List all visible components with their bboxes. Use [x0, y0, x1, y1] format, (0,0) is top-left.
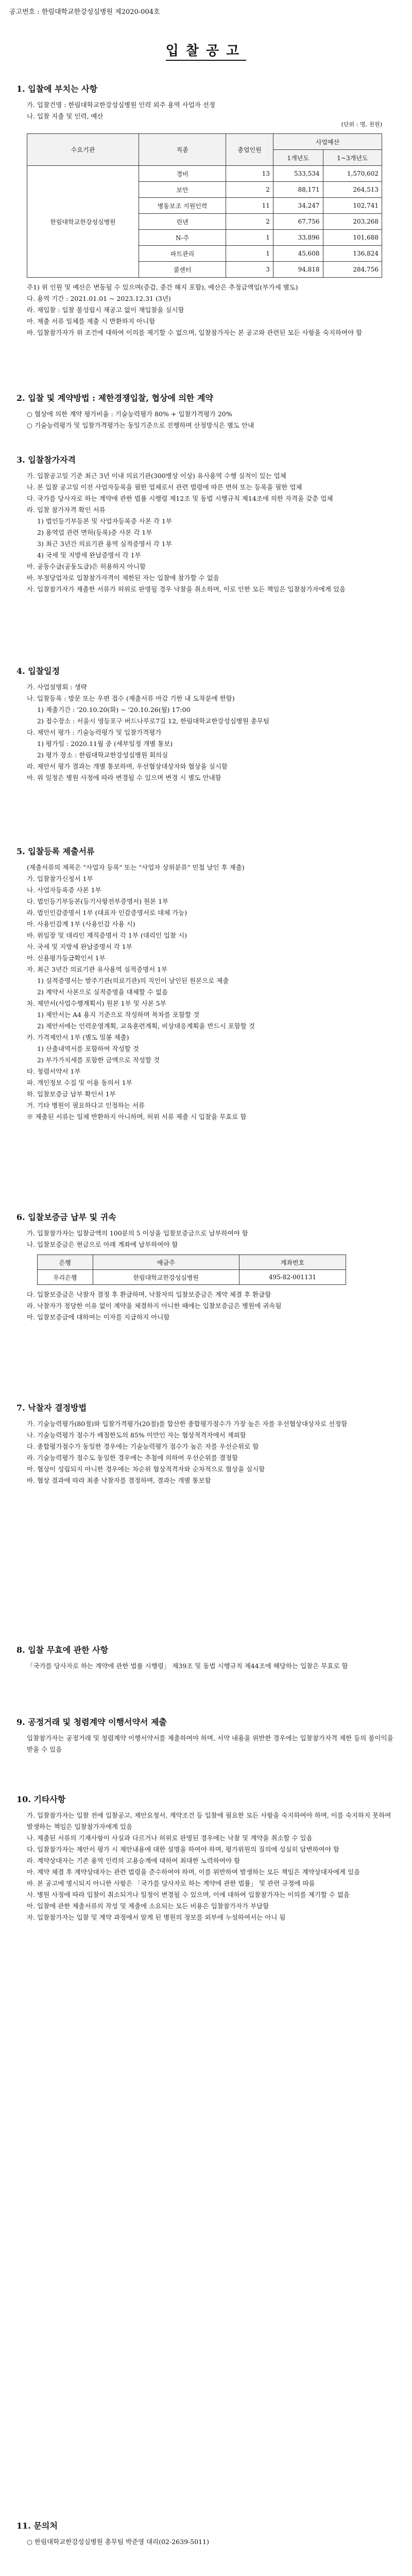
note-line: 주1) 위 인원 및 예산은 변동될 수 있으며(증감, 중간 해지 포함), 예산은 추정금액임(부가세 별도): [27, 283, 298, 291]
body-line: 파. 개인정보 수집 및 이용 동의서 1부: [27, 1079, 132, 1087]
cell-y1: 533,534: [273, 166, 323, 182]
section-title: 6. 입찰보증금 납부 및 귀속: [16, 1212, 116, 1222]
body-line: 라. 기술능력평가 점수도 동일한 경우에는 추첨에 의하여 우선순위를 결정함: [27, 1454, 238, 1462]
body-line: 나. 입찰보증금은 현금으로 아래 계좌에 납부하여야 함: [27, 1241, 178, 1248]
th-type: 직종: [139, 134, 226, 166]
cell-type: N-주: [139, 230, 226, 246]
section-title: 11. 문의처: [16, 2521, 58, 2531]
body-line: 가. 입찰참가자는 입찰금액의 100분의 5 이상을 입찰보증금으로 납부하여야 함: [27, 1229, 248, 1237]
body-line: 라. 입찰 참가자격 확인 서류: [27, 506, 106, 514]
body-line: 가. 입찰공고일 기준 최근 3년 이내 의료기관(300병상 이상) 유사용역 수행 실적이 있는 업체: [27, 472, 286, 480]
body-line: 나. 입찰등록 : 방문 또는 우편 접수 (제출서류 마감 기한 내 도착분에 한함): [27, 694, 235, 702]
cell-y1: 33,896: [273, 230, 323, 246]
section-title: 1. 입찰에 부치는 사항: [16, 84, 98, 94]
note-line: 라. 재입찰 : 입찰 불성립시 재공고 없이 재입찰을 실시함: [27, 306, 184, 314]
body-line: 바. 부정당업자로 입찰참가자격이 제한된 자는 입찰에 참가할 수 없음: [27, 574, 219, 582]
body-line: 나. 본 입찰 공고일 이전 사업자등록을 필한 업체로서 관련 법령에 따른 면허 또는 등록을 필한 업체: [27, 483, 302, 491]
body-line: 2) 부가가치세를 포함한 금액으로 작성할 것: [37, 1056, 160, 1064]
section-title: 5. 입찰등록 제출서류: [16, 846, 95, 856]
body-line: 다. 법인등기부등본(등기사항전부증명서) 원본 1부: [27, 897, 169, 905]
body-line: 2) 계약서 사본으로 실적증명을 대체할 수 없음: [37, 988, 168, 996]
doc-number: 공고번호 : 한림대학교한강성심병원 제2020-004호: [9, 8, 160, 16]
section-title: 10. 기타사항: [16, 1794, 66, 1804]
body-line: 마. 협상이 성립되지 아니한 경우에는 차순위 협상적격자와 순차적으로 협상을 실시함: [27, 1465, 265, 1473]
body-line: 하. 입찰보증금 납부 확인서 1부: [27, 1090, 116, 1098]
cell-y2: 264,513: [323, 182, 382, 198]
section-5: [16, 845, 398, 1123]
cell-y1: 45,608: [273, 246, 323, 262]
page-title: [0, 40, 412, 59]
body-line: 바. 위임장 및 대리인 재직증명서 각 1부 (대리인 입찰 시): [27, 931, 187, 939]
body-line: 다. 국가를 당사자로 하는 계약에 관한 법률 시행령 제12조 및 동법 시행규칙 제14조에 의한 자격을 갖춘 업체: [27, 495, 333, 502]
cell-count: 2: [226, 182, 273, 198]
body-line: 마. 공동수급(공동도급)은 허용하지 아니함: [27, 563, 146, 570]
body-line: ○ 기술능력평가 및 입찰가격평가는 동일기준으로 진행하며 산정방식은 별도 안내: [27, 421, 254, 429]
section-1: [16, 82, 398, 338]
body-line: 다. 입찰참가자는 제안서 평가 시 제안내용에 대한 설명을 하여야 하며, 평가위원의 질의에 성실히 답변하여야 함: [27, 1845, 339, 1853]
body-line: 라. 계약상대자는 기존 용역 인력의 고용승계에 대하여 최대한 노력하여야 함: [27, 1857, 241, 1865]
note-line: 마. 제출 서류 일체를 제출 시 반환하지 아니함: [27, 317, 156, 325]
body-line: 마. 계약 체결 후 계약상대자는 관련 법령을 준수하여야 하며, 이를 위반하여 발생하는 모든 책임은 계약상대자에게 있음: [27, 1868, 360, 1876]
cell-count: 11: [226, 198, 273, 214]
body-line: 「국가를 당사자로 하는 계약에 관한 법률 시행령」 제39조 및 동법 시행규칙 제44조에 해당하는 입찰은 무효로 함: [27, 1662, 348, 1670]
body-line: 2) 제안서에는 인력운영계획, 교육훈련계획, 비상대응계획을 반드시 포함할 것: [37, 1022, 255, 1030]
th-owner: 예금주: [93, 1255, 239, 1270]
body-line: 라. 제안서 평가 결과는 개별 통보하며, 우선협상대상자와 협상을 실시함: [27, 762, 228, 770]
section-7: [16, 1401, 398, 1486]
note-line: 다. 용역 기간 : 2021.01.01 ~ 2023.12.31 (3년): [27, 295, 171, 302]
cell-count: 3: [226, 262, 273, 278]
body-line: 가. 입찰참가신청서 1부: [27, 875, 93, 883]
th-bank: 은행: [38, 1255, 93, 1270]
body-line: 자. 최근 3년간 의료기관 유사용역 실적증명서 1부: [27, 965, 168, 973]
body-line: 마. 사용인감계 1부 (사용인감 사용 시): [27, 920, 135, 928]
cell-type: 콜센터: [139, 262, 226, 278]
body-line: 나. 제출된 서류의 기재사항이 사실과 다르거나 허위로 판명된 경우에는 낙찰 및 계약을 취소할 수 있음: [27, 1834, 313, 1842]
cell-y2: 284,756: [323, 262, 382, 278]
body-line: 마. 위 일정은 병원 사정에 따라 변경될 수 있으며 변경 시 별도 안내함: [27, 774, 221, 782]
body-line: 사. 국세 및 지방세 완납증명서 각 1부: [27, 943, 132, 951]
body-line: 타. 청렴서약서 1부: [27, 1067, 81, 1075]
cell-type: 린넨: [139, 214, 226, 230]
body-line: 다. 제안서 평가 : 기술능력평가 및 입찰가격평가: [27, 728, 162, 736]
cell-type: 병동보조 지원인력: [139, 198, 226, 214]
body-line: 마. 입찰보증금에 대하여는 이자를 지급하지 아니함: [27, 1313, 170, 1321]
body-line: 라. 법인인감증명서 1부 (대표자 인감증명서로 대체 가능): [27, 909, 187, 917]
body-line: 1) 실적증명서는 발주기관(의료기관)의 직인이 날인된 원본으로 제출: [37, 977, 229, 985]
cell-y1: 94,818: [273, 262, 323, 278]
body-line: 가. 입찰참가자는 입찰 전에 입찰공고, 제안요청서, 계약조건 등 입찰에 필요한 모든 사항을 숙지하여야 하며, 이를 숙지하지 못하여 발생하는 책임은 입찰참가자에게 있음: [27, 1811, 391, 1831]
body-line: 다. 입찰보증금은 낙찰자 결정 후 환급하며, 낙찰자의 입찰보증금은 계약 체결 후 환급함: [27, 1291, 271, 1298]
body-line: 라. 낙찰자가 정당한 이유 없이 계약을 체결하지 아니한 때에는 입찰보증금은 병원에 귀속됨: [27, 1302, 282, 1310]
body-line: 아. 입찰에 관한 제출서류의 작성 및 제출에 소요되는 모든 비용은 입찰참가자가 부담함: [27, 1902, 269, 1910]
cell-count: 2: [226, 214, 273, 230]
cell-type: 파트관리: [139, 246, 226, 262]
th-budget: 사업예산: [273, 134, 382, 150]
cell-y2: 136,824: [323, 246, 382, 262]
body-line: 거. 기타 병원이 필요하다고 인정하는 서류: [27, 1101, 145, 1109]
note-line: 바. 입찰참가자가 위 조건에 대하여 이의를 제기할 수 없으며, 입찰참가자는 본 공고와 관련된 모든 사항을 숙지하여야 함: [27, 329, 363, 336]
body-line: ※ 제출된 서류는 일체 반환하지 아니하며, 허위 서류 제출 시 입찰을 무효로 함: [27, 1113, 247, 1121]
section-6: [16, 1211, 398, 1323]
cell-type: 경비: [139, 166, 226, 182]
th-year1: 1개년도: [273, 150, 323, 166]
budget-table: [27, 133, 382, 278]
cell-y1: 67,756: [273, 214, 323, 230]
cell-count: 1: [226, 230, 273, 246]
body-line: 4) 국세 및 지방세 완납증명서 각 1부: [37, 551, 141, 559]
section-1-item-a: 가. 입찰건명 : 한림대학교한강성심병원 인력 외주 용역 사업자 선정: [27, 101, 215, 109]
section-title: 8. 입찰 무효에 관한 사항: [16, 1645, 109, 1655]
body-line: 다. 종합평가점수가 동일한 경우에는 기술능력평가 점수가 높은 자를 우선순위로 함: [27, 1443, 259, 1450]
th-count: 총업인원: [226, 134, 273, 166]
body-line: (제출서류의 제목은 "사업자 등록" 또는 "사업자 상위분류" 민첩 날인 후 제출): [27, 863, 245, 871]
page-title-text: 입찰공고: [166, 43, 246, 61]
cell-y2: 101,688: [323, 230, 382, 246]
body-line: 2) 평가 장소 : 한림대학교한강성심병원 회의실: [37, 751, 168, 759]
body-line: 사. 병원 사정에 따라 입찰이 취소되거나 일정이 변경될 수 있으며, 이에 대하여 입찰참가자는 이의를 제기할 수 없음: [27, 1891, 350, 1899]
body-line: 사. 입찰참가자가 제출한 서류가 허위로 판명될 경우 낙찰을 취소하며, 이로 인한 모든 책임은 입찰참가자에게 있음: [27, 585, 346, 593]
body-line: 입찰참가자는 공정거래 및 청렴계약 이행서약서를 제출하여야 하며, 서약 내용을 위반한 경우에는 입찰참가자격 제한 등의 불이익을 받을 수 있음: [27, 1734, 393, 1753]
section-10: [16, 1793, 398, 1923]
cell-y2: 102,741: [323, 198, 382, 214]
cell-count: 13: [226, 166, 273, 182]
cell-y1: 34,247: [273, 198, 323, 214]
th-year3: 1~3개년도: [323, 150, 382, 166]
section-title: 3. 입찰참가자격: [16, 455, 76, 465]
section-4: [16, 665, 398, 784]
account-table: [37, 1255, 346, 1285]
body-line: 3) 최근 3년간 의료기관 용역 실적증명서 각 1부: [37, 540, 172, 548]
body-line: 1) 산출내역서를 포함하여 작성할 것: [37, 1045, 139, 1053]
section-11: [16, 2519, 398, 2548]
section-9: [16, 1716, 398, 1755]
table-row: [27, 166, 382, 182]
section-2: [16, 392, 398, 431]
body-line: 1) 제출기간 : '20.10.20(화) ~ '20.10.26(월) 17:00: [37, 706, 191, 714]
cell-place: 한림대학교한강성심병원: [27, 166, 139, 278]
cell-y1: 88,171: [273, 182, 323, 198]
section-8: [16, 1643, 398, 1672]
body-line: 가. 사업설명회 : 생략: [27, 683, 87, 691]
body-line: 아. 신용평가등급확인서 1부: [27, 954, 106, 962]
body-line: 1) 법인등기부등본 및 사업자등록증 사본 각 1부: [37, 517, 172, 525]
body-line: 나. 사업자등록증 사본 1부: [27, 886, 101, 894]
cell-bank: 우리은행: [38, 1270, 93, 1285]
body-line: 카. 가격제안서 1부 (별도 밀봉 제출): [27, 1033, 129, 1041]
cell-owner: 한림대학교한강성심병원: [93, 1270, 239, 1285]
cell-number: 495-82-001131: [239, 1270, 346, 1285]
body-line: 1) 제안서는 A4 용지 기준으로 작성하며 목차를 포함할 것: [37, 1011, 200, 1019]
cell-y2: 203,268: [323, 214, 382, 230]
body-line: 자. 입찰참가자는 입찰 및 계약 과정에서 알게 된 병원의 정보를 외부에 누설하여서는 아니 됨: [27, 1913, 286, 1921]
body-line: 차. 제안서(사업수행계획서) 원본 1부 및 사본 5부: [27, 999, 166, 1007]
th-place: 수요기관: [27, 134, 139, 166]
section-title: 7. 낙찰자 결정방법: [16, 1403, 87, 1413]
contact-line: ○ 한림대학교한강성심병원 총무팀 박준영 대리(02-2639-5011): [27, 2538, 209, 2546]
cell-count: 1: [226, 246, 273, 262]
body-line: ○ 협상에 의한 계약 평가비율 : 기술능력평가 80% + 입찰가격평가 20%: [27, 410, 232, 418]
cell-type: 보안: [139, 182, 226, 198]
section-title: 9. 공정거래 및 청렴계약 이행서약서 제출: [16, 1717, 167, 1727]
body-line: 1) 평가일 : 2020.11월 중 (세부일정 개별 통보): [37, 740, 173, 748]
section-3: [16, 453, 398, 595]
body-line: 나. 기술능력평가 점수가 배점한도의 85% 미만인 자는 협상적격자에서 제외함: [27, 1431, 246, 1439]
body-line: 바. 협상 결과에 따라 최종 낙찰자를 결정하며, 결과는 개별 통보함: [27, 1477, 211, 1484]
table-unit: (단위 : 명, 천원): [341, 121, 382, 128]
body-line: 2) 용역업 관련 면허(등록)증 사본 각 1부: [37, 529, 152, 536]
th-number: 계좌번호: [239, 1255, 346, 1270]
body-line: 가. 기술능력평가(80점)와 입찰가격평가(20점)를 합산한 종합평가점수가 가장 높은 자를 우선협상대상자로 선정함: [27, 1420, 348, 1428]
table-row: [38, 1270, 346, 1285]
body-line: 2) 접수장소 : 서울시 영등포구 버드나루로7길 12, 한림대학교한강성심병원 총무팀: [37, 717, 269, 725]
body-line: 바. 본 공고에 명시되지 아니한 사항은 「국가를 당사자로 하는 계약에 관한 법률」 및 관련 규정에 따름: [27, 1879, 315, 1887]
section-title: 4. 입찰일정: [16, 666, 60, 676]
section-title: 2. 입찰 및 계약방법 : 제한경쟁입찰, 협상에 의한 계약: [16, 393, 213, 403]
cell-y2: 1,570,602: [323, 166, 382, 182]
section-1-item-b: 나. 입찰 지출 및 인력, 예산: [27, 112, 104, 120]
